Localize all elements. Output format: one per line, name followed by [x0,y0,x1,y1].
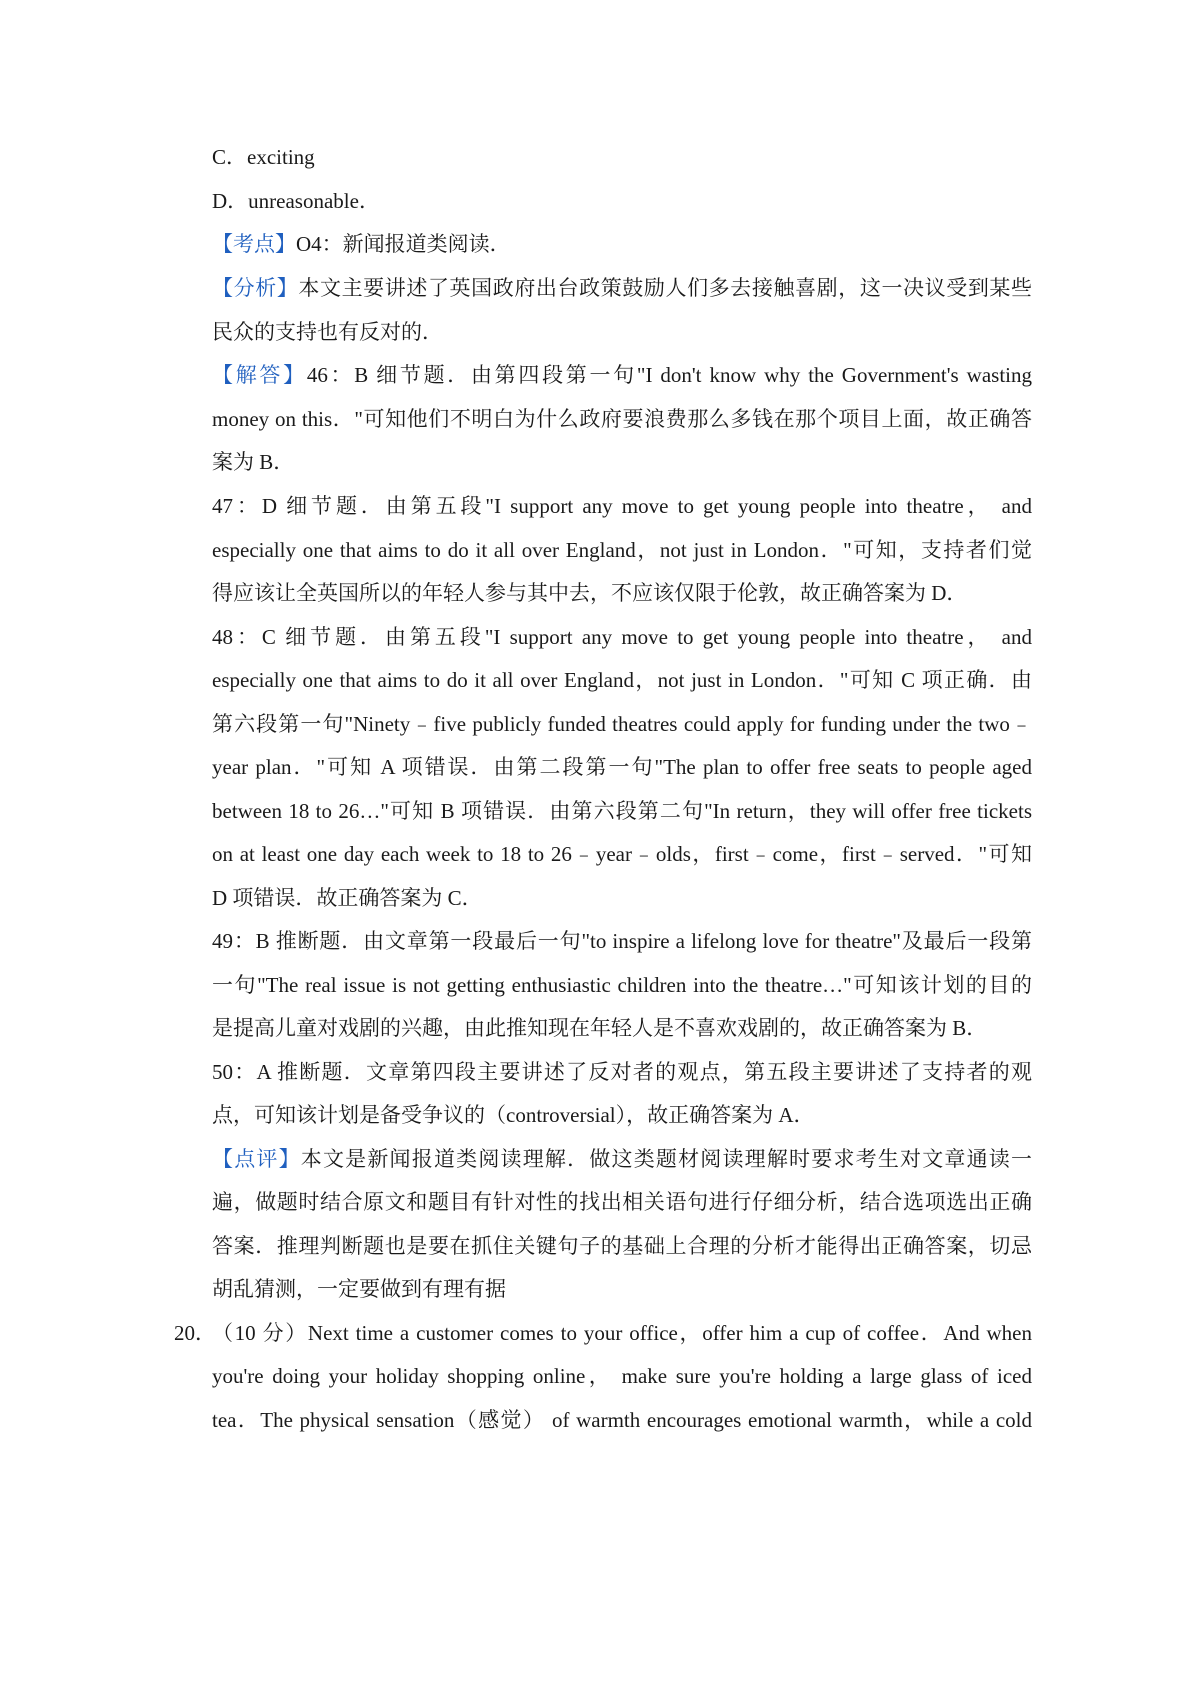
jieda-line-1 [212,361,1032,389]
question-number: 20． [174,1321,216,1345]
dianping-tag: 【点评】 [212,1147,301,1171]
answer-48-line-4: year plan．"可知 A 项错误．由第二段第一句"The plan to offer free seats to people aged [212,755,1032,779]
fenxi-line-1 [212,274,1032,302]
question-20-line-1: （10 分）Next time a customer comes to your office，offer him a cup of coffee．And when [212,1321,1032,1345]
answer-48-line-3: 第六段第一句"Ninety﹣five publicly funded theatres could apply for funding under the two﹣ [212,712,1032,736]
answer-48-line-1: 48：C 细节题．由第五段"I support any move to get young people into theatre， and [212,625,1032,649]
answer-48-line-2: especially one that aims to do it all over England，not just in London．"可知 C 项正确．由 [212,668,1032,692]
jieda-text-1: 46：B 细节题．由第四段第一句"I don't know why the Government's wasting [306,363,1033,387]
answer-48-line-6: on at least one day each week to 18 to 26﹣year﹣olds，first﹣come，first﹣served．"可知 [212,842,1032,866]
answer-49-line-1: 49：B 推断题．由文章第一段最后一句"to inspire a lifelong love for theatre"及最后一段第 [212,929,1032,953]
dianping-line-4: 胡乱猜测，一定要做到有理有据 [212,1277,506,1301]
answer-47-line-1: 47：D 细节题．由第五段"I support any move to get young people into theatre， and [212,494,1032,518]
jieda-line-2: money on this．"可知他们不明白为什么政府要浪费那么多钱在那个项目上面，故正确答 [212,407,1032,431]
kaodian-tag: 【考点】 [212,232,296,256]
option-d: D．unreasonable． [212,189,380,213]
answer-50-line-1: 50：A 推断题．文章第四段主要讲述了反对者的观点，第五段主要讲述了支持者的观 [212,1060,1032,1084]
answer-49-line-2: 一句"The real issue is not getting enthusiastic children into the theatre…"可知该计划的目的 [212,973,1032,997]
question-20-line-3: tea．The physical sensation（感觉） of warmth encourages emotional warmth，while a cold [212,1408,1032,1432]
answer-47-line-3: 得应该让全英国所以的年轻人参与其中去，不应该仅限于伦敦，故正确答案为 D． [212,581,968,605]
dianping-text-1: 本文是新闻报道类阅读理解．做这类题材阅读理解时要求考生对文章通读一 [300,1147,1033,1171]
dianping-line-1 [212,1145,1032,1173]
question-20-line-2: you're doing your holiday shopping online， make sure you're holding a large glass of iced [212,1364,1032,1388]
answer-47-line-2: especially one that aims to do it all over England，not just in London．"可知，支持者们觉 [212,538,1032,562]
option-c: C．exciting [212,145,315,169]
answer-50-line-2: 点，可知该计划是备受争议的（controversial），故正确答案为 A． [212,1103,815,1127]
kaodian-text: O4：新闻报道类阅读． [296,232,511,256]
fenxi-tag: 【分析】 [212,276,299,300]
dianping-line-2: 遍，做题时结合原文和题目有针对性的找出相关语句进行仔细分析，结合选项选出正确 [212,1190,1032,1214]
answer-48-line-5: between 18 to 26…"可知 B 项错误．由第六段第二句"In return，they will offer free tickets [212,799,1032,823]
fenxi-line-2: 民众的支持也有反对的． [212,320,443,344]
jieda-line-3: 案为 B． [212,450,295,474]
jieda-tag: 【解答】 [212,363,307,387]
dianping-line-3: 答案．推理判断题也是要在抓住关键句子的基础上合理的分析才能得出正确答案，切忌 [212,1234,1032,1258]
answer-49-line-3: 是提高儿童对戏剧的兴趣，由此推知现在年轻人是不喜欢戏剧的，故正确答案为 B． [212,1016,988,1040]
fenxi-text-1: 本文主要讲述了英国政府出台政策鼓励人们多去接触喜剧，这一决议受到某些 [298,276,1033,300]
kaodian-line [212,230,1032,258]
answer-48-line-7: D 项错误．故正确答案为 C． [212,886,483,910]
